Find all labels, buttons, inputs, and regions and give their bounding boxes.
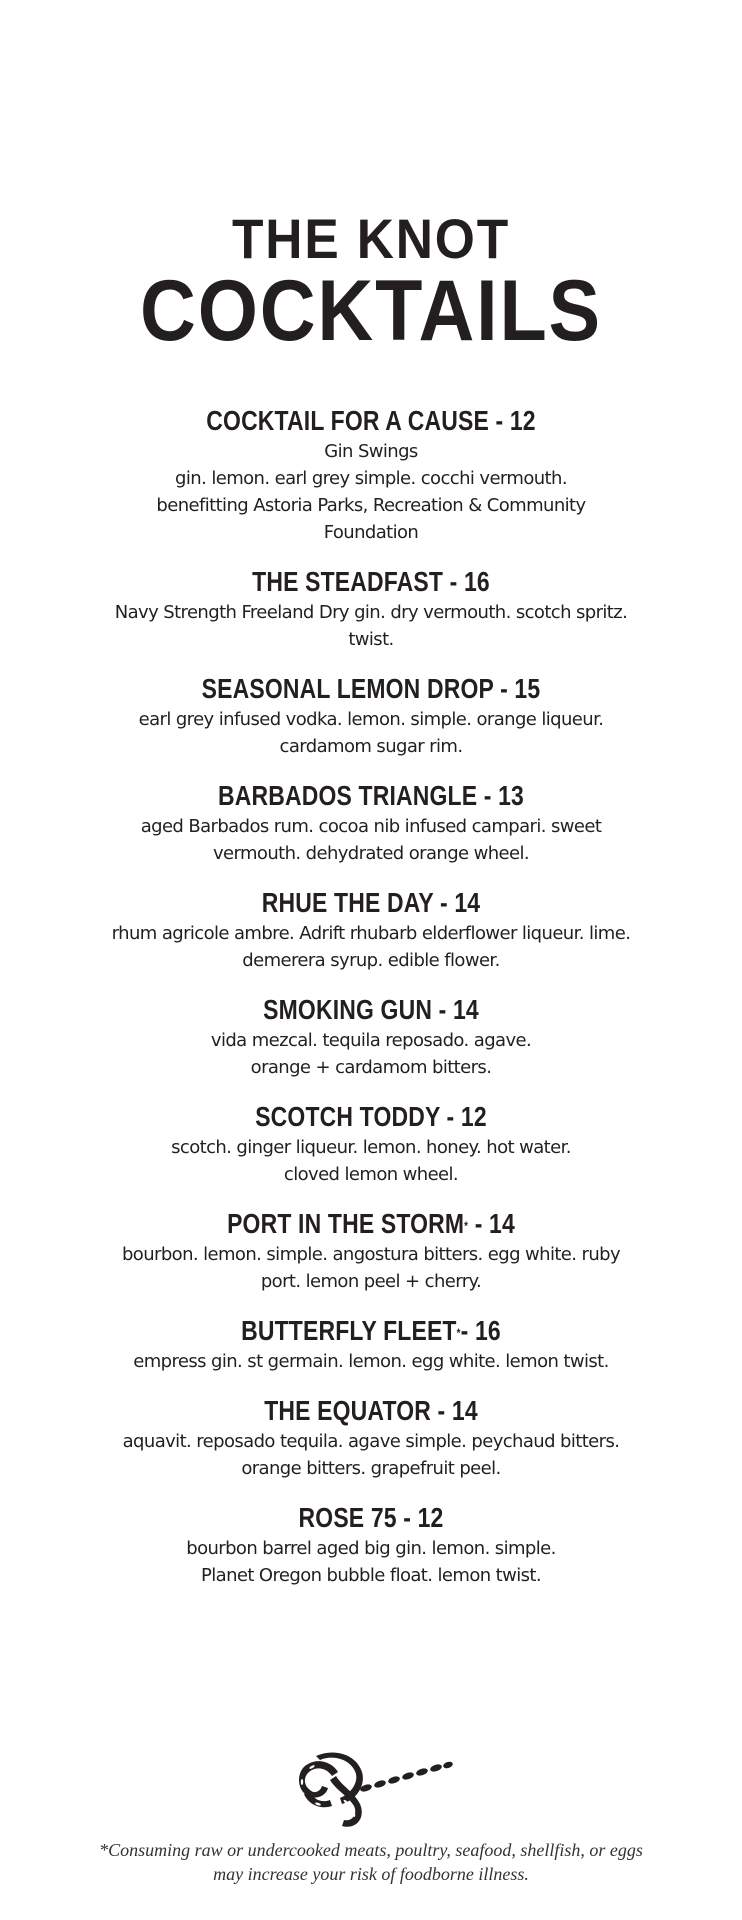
item-name: BUTTERFLY FLEET*- 16 xyxy=(241,1315,501,1346)
item-name: BARBADOS TRIANGLE - 13 xyxy=(218,780,524,811)
menu-item xyxy=(40,886,702,974)
item-name: SEASONAL LEMON DROP - 15 xyxy=(201,673,541,704)
item-name: SMOKING GUN - 14 xyxy=(263,994,479,1025)
brand-name: THE KNOT xyxy=(231,207,511,270)
disclaimer-line: may increase your risk of foodborne illness. xyxy=(213,1864,529,1884)
item-name: RHUE THE DAY - 14 xyxy=(261,887,481,918)
rope-knot-icon xyxy=(290,1750,460,1830)
item-description: bourbon. lemon. simple. angostura bitters. egg white. ruby port. lemon peel + cherry. xyxy=(121,1244,621,1292)
item-description: rhum agricole ambre. Adrift rhubarb elderflower liqueur. lime. demerera syrup. edible flower. xyxy=(111,923,631,971)
menu-item xyxy=(40,1207,702,1295)
item-description: empress gin. st germain. lemon. egg white. lemon twist. xyxy=(133,1351,609,1372)
item-name: PORT IN THE STORM* - 14 xyxy=(227,1208,515,1239)
item-name: THE STEADFAST - 16 xyxy=(252,566,490,597)
item-description: earl grey infused vodka. lemon. simple. orange liqueur. cardamom sugar rim. xyxy=(138,709,604,757)
menu-item xyxy=(40,993,702,1081)
item-description: bourbon barrel aged big gin. lemon. simple. Planet Oregon bubble float. lemon twist. xyxy=(186,1538,556,1586)
menu-item xyxy=(40,565,702,653)
item-description: gin. lemon. earl grey simple. cocchi vermouth. benefitting Astoria Parks, Recreation & Community Foundation xyxy=(156,468,586,543)
item-description: aged Barbados rum. cocoa nib infused campari. sweet vermouth. dehydrated orange wheel. xyxy=(140,816,602,864)
item-description: Navy Strength Freeland Dry gin. dry vermouth. scotch spritz. twist. xyxy=(114,602,628,650)
menu-item xyxy=(40,1501,702,1589)
page-title: COCKTAILS xyxy=(140,263,602,359)
menu-item xyxy=(40,1314,702,1375)
item-name: ROSE 75 - 12 xyxy=(298,1502,444,1533)
item-name: SCOTCH TODDY - 12 xyxy=(255,1101,487,1132)
item-subtitle: Gin Swings xyxy=(324,441,418,462)
menu-item xyxy=(40,672,702,760)
menu-item xyxy=(40,779,702,867)
item-name: COCKTAIL FOR A CAUSE - 12 xyxy=(206,405,536,436)
food-safety-disclaimer xyxy=(0,1838,742,1886)
disclaimer-line: *Consuming raw or undercooked meats, poultry, seafood, shellfish, or eggs xyxy=(99,1840,643,1860)
item-description: scotch. ginger liqueur. lemon. honey. hot water. cloved lemon wheel. xyxy=(171,1137,571,1185)
item-description: vida mezcal. tequila reposado. agave. orange + cardamom bitters. xyxy=(210,1030,532,1078)
cocktail-list xyxy=(40,404,702,1608)
menu-item xyxy=(40,1100,702,1188)
menu-item xyxy=(40,1394,702,1482)
menu-header xyxy=(0,207,742,359)
item-description: aquavit. reposado tequila. agave simple. peychaud bitters. orange bitters. grapefruit peel. xyxy=(122,1431,620,1479)
item-name: THE EQUATOR - 14 xyxy=(264,1395,478,1426)
menu-item xyxy=(40,404,702,546)
